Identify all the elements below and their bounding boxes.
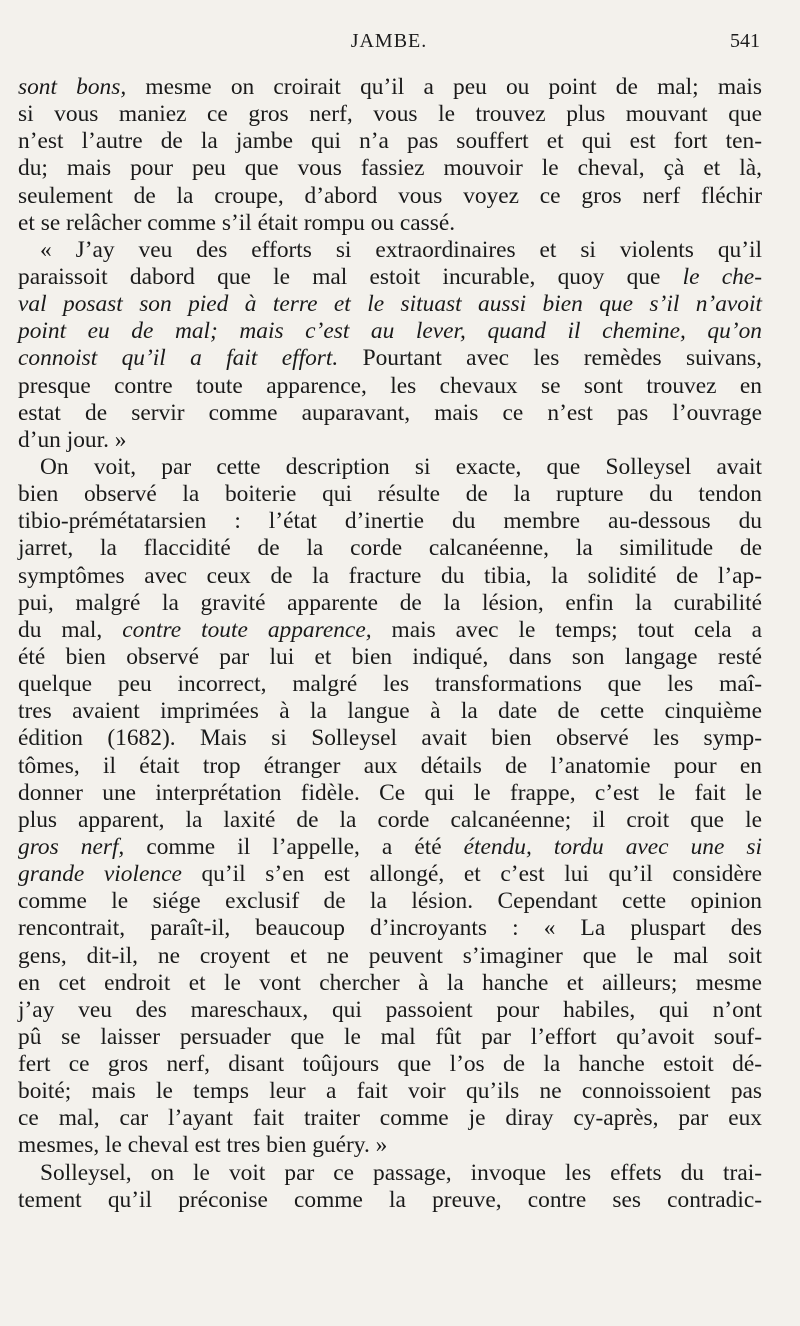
text-segment: d’un jour. »	[18, 426, 127, 453]
text-line	[18, 617, 762, 644]
text-line	[18, 128, 762, 155]
text-segment: paraissoit dabord que le mal estoit incurable, quoy que	[18, 263, 683, 290]
text-line	[18, 698, 762, 725]
text-line	[18, 454, 762, 481]
text-segment: pû se laisser persuader que le mal fût par l’effort qu’avoit souf-	[18, 1023, 762, 1050]
text-line	[18, 535, 762, 562]
text-line	[18, 155, 762, 182]
text-line	[18, 101, 762, 128]
text-line	[18, 508, 762, 535]
text-line	[18, 644, 762, 671]
text-line	[18, 834, 762, 861]
text-line	[18, 807, 762, 834]
body-text	[18, 74, 762, 1214]
text-segment: estat de servir comme auparavant, mais ce n’est pas l’ouvrage	[18, 399, 762, 426]
text-line	[18, 861, 762, 888]
text-segment: édition (1682). Mais si Solleysel avait bien observé les symp-	[18, 725, 762, 752]
text-segment: On voit, par cette description si exacte, que Solleysel avait	[40, 453, 762, 480]
text-line	[18, 1187, 762, 1214]
text-line	[18, 943, 762, 970]
text-segment: j’ay veu des mareschaux, qui passoient pour habiles, qui n’ont	[18, 996, 762, 1023]
text-line	[18, 563, 762, 590]
text-line	[18, 237, 762, 264]
text-segment: presque contre toute apparence, les chevaux se sont trouvez en	[18, 372, 762, 399]
text-segment: tres avaient imprimées à la langue à la date de cette cinquième	[18, 698, 762, 725]
text-line	[18, 888, 762, 915]
text-segment: fert ce gros nerf, disant toûjours que l’os de la hanche estoit dé-	[18, 1051, 762, 1078]
text-line	[18, 753, 762, 780]
text-segment: pui, malgré la gravité apparente de la lésion, enfin la curabilité	[18, 589, 762, 616]
page-number: 541	[730, 30, 760, 52]
text-segment: Pourtant avec les remèdes suivans,	[338, 345, 762, 372]
text-line	[18, 400, 762, 427]
italic-segment: val posast son pied à terre et le situast aussi bien que s’il n’avoit	[18, 291, 762, 318]
italic-segment: contre toute apparence,	[122, 616, 372, 643]
text-line	[18, 291, 762, 318]
text-line	[18, 1132, 762, 1159]
text-segment: plus apparent, la laxité de la corde calcanéenne; il croit que le	[18, 806, 762, 833]
text-segment: du; mais pour peu que vous fassiez mouvoir le cheval, çà et là,	[18, 155, 762, 182]
text-line	[18, 671, 762, 698]
italic-segment: sont bons,	[18, 74, 127, 100]
text-segment: été bien observé par lui et bien indiqué, dans son langage resté	[18, 643, 762, 670]
italic-segment: point eu de mal; mais c’est au lever, quand il chemine, qu’on	[18, 318, 762, 345]
text-line	[18, 1078, 762, 1105]
running-title: JAMBE.	[350, 30, 428, 52]
text-segment: symptômes avec ceux de la fracture du tibia, la solidité de l’ap-	[18, 562, 762, 589]
italic-segment: grande violence	[18, 861, 182, 888]
text-line	[18, 590, 762, 617]
text-line	[18, 1051, 762, 1078]
text-line	[18, 970, 762, 997]
text-segment: « J’ay veu des efforts si extraordinaires et si violents qu’il	[40, 236, 762, 263]
page-header	[18, 30, 760, 60]
text-line	[18, 183, 762, 210]
text-segment: mesmes, le cheval est tres bien guéry. »	[18, 1132, 388, 1159]
text-segment: en cet endroit et le vont chercher à la hanche et ailleurs; mesme	[18, 969, 762, 996]
text-segment: et se relâcher comme s’il était rompu ou cassé.	[18, 209, 456, 236]
text-line	[18, 318, 762, 345]
text-line	[18, 74, 762, 101]
text-segment: donner une interprétation fidèle. Ce qui le frappe, c’est le fait le	[18, 779, 762, 806]
text-line	[18, 1105, 762, 1132]
text-line	[18, 915, 762, 942]
text-segment: tement qu’il préconise comme la preuve, contre ses contradic-	[18, 1186, 762, 1213]
text-segment: tibio-prémétatarsien : l’état d’inertie du membre au-dessous du	[18, 508, 762, 535]
text-segment: bien observé la boiterie qui résulte de la rupture du tendon	[18, 481, 762, 508]
italic-segment: gros nerf,	[18, 833, 125, 860]
text-line	[18, 725, 762, 752]
text-line	[18, 373, 762, 400]
text-segment: jarret, la flaccidité de la corde calcanéenne, la similitude de	[18, 535, 762, 562]
text-segment: rencontrait, paraît-il, beaucoup d’incroyants : « La pluspart des	[18, 915, 762, 942]
text-line	[18, 1024, 762, 1051]
text-segment: comme le siége exclusif de la lésion. Cependant cette opinion	[18, 888, 762, 915]
text-segment: ce mal, car l’ayant fait traiter comme je diray cy-après, par eux	[18, 1105, 762, 1132]
text-segment: n’est l’autre de la jambe qui n’a pas souffert et qui est fort ten-	[18, 128, 762, 155]
text-segment: comme il l’appelle, a été	[124, 833, 464, 860]
text-segment: Solleysel, on le voit par ce passage, invoque les effets du trai-	[40, 1159, 762, 1186]
italic-segment: connoist qu’il a fait effort.	[18, 345, 339, 372]
text-line	[18, 481, 762, 508]
italic-segment: le che-	[682, 263, 762, 290]
italic-segment: étendu, tordu avec une si	[463, 833, 762, 860]
text-line	[18, 427, 762, 454]
text-line	[18, 780, 762, 807]
text-line	[18, 345, 762, 372]
text-segment: mesme on croirait qu’il a peu ou point de mal; mais	[126, 74, 762, 100]
text-segment: boité; mais le temps leur a fait voir qu’ils ne connoissoient pas	[18, 1078, 762, 1105]
text-segment: tômes, il était trop étranger aux détails de l’anatomie pour en	[18, 752, 762, 779]
text-segment: seulement de la croupe, d’abord vous voyez ce gros nerf fléchir	[18, 182, 762, 209]
text-segment: qu’il s’en est allongé, et c’est lui qu’il considère	[181, 861, 762, 888]
text-line	[18, 997, 762, 1024]
text-segment: quelque peu incorrect, malgré les transformations que les maî-	[18, 671, 762, 698]
text-segment: mais avec le temps; tout cela a	[371, 616, 762, 643]
text-line	[18, 264, 762, 291]
text-segment: si vous maniez ce gros nerf, vous le trouvez plus mouvant que	[18, 101, 762, 128]
text-segment: du mal,	[18, 616, 123, 643]
text-segment: gens, dit-il, ne croyent et ne peuvent s’imaginer que le mal soit	[18, 942, 762, 969]
text-line	[18, 1160, 762, 1187]
text-line	[18, 210, 762, 237]
